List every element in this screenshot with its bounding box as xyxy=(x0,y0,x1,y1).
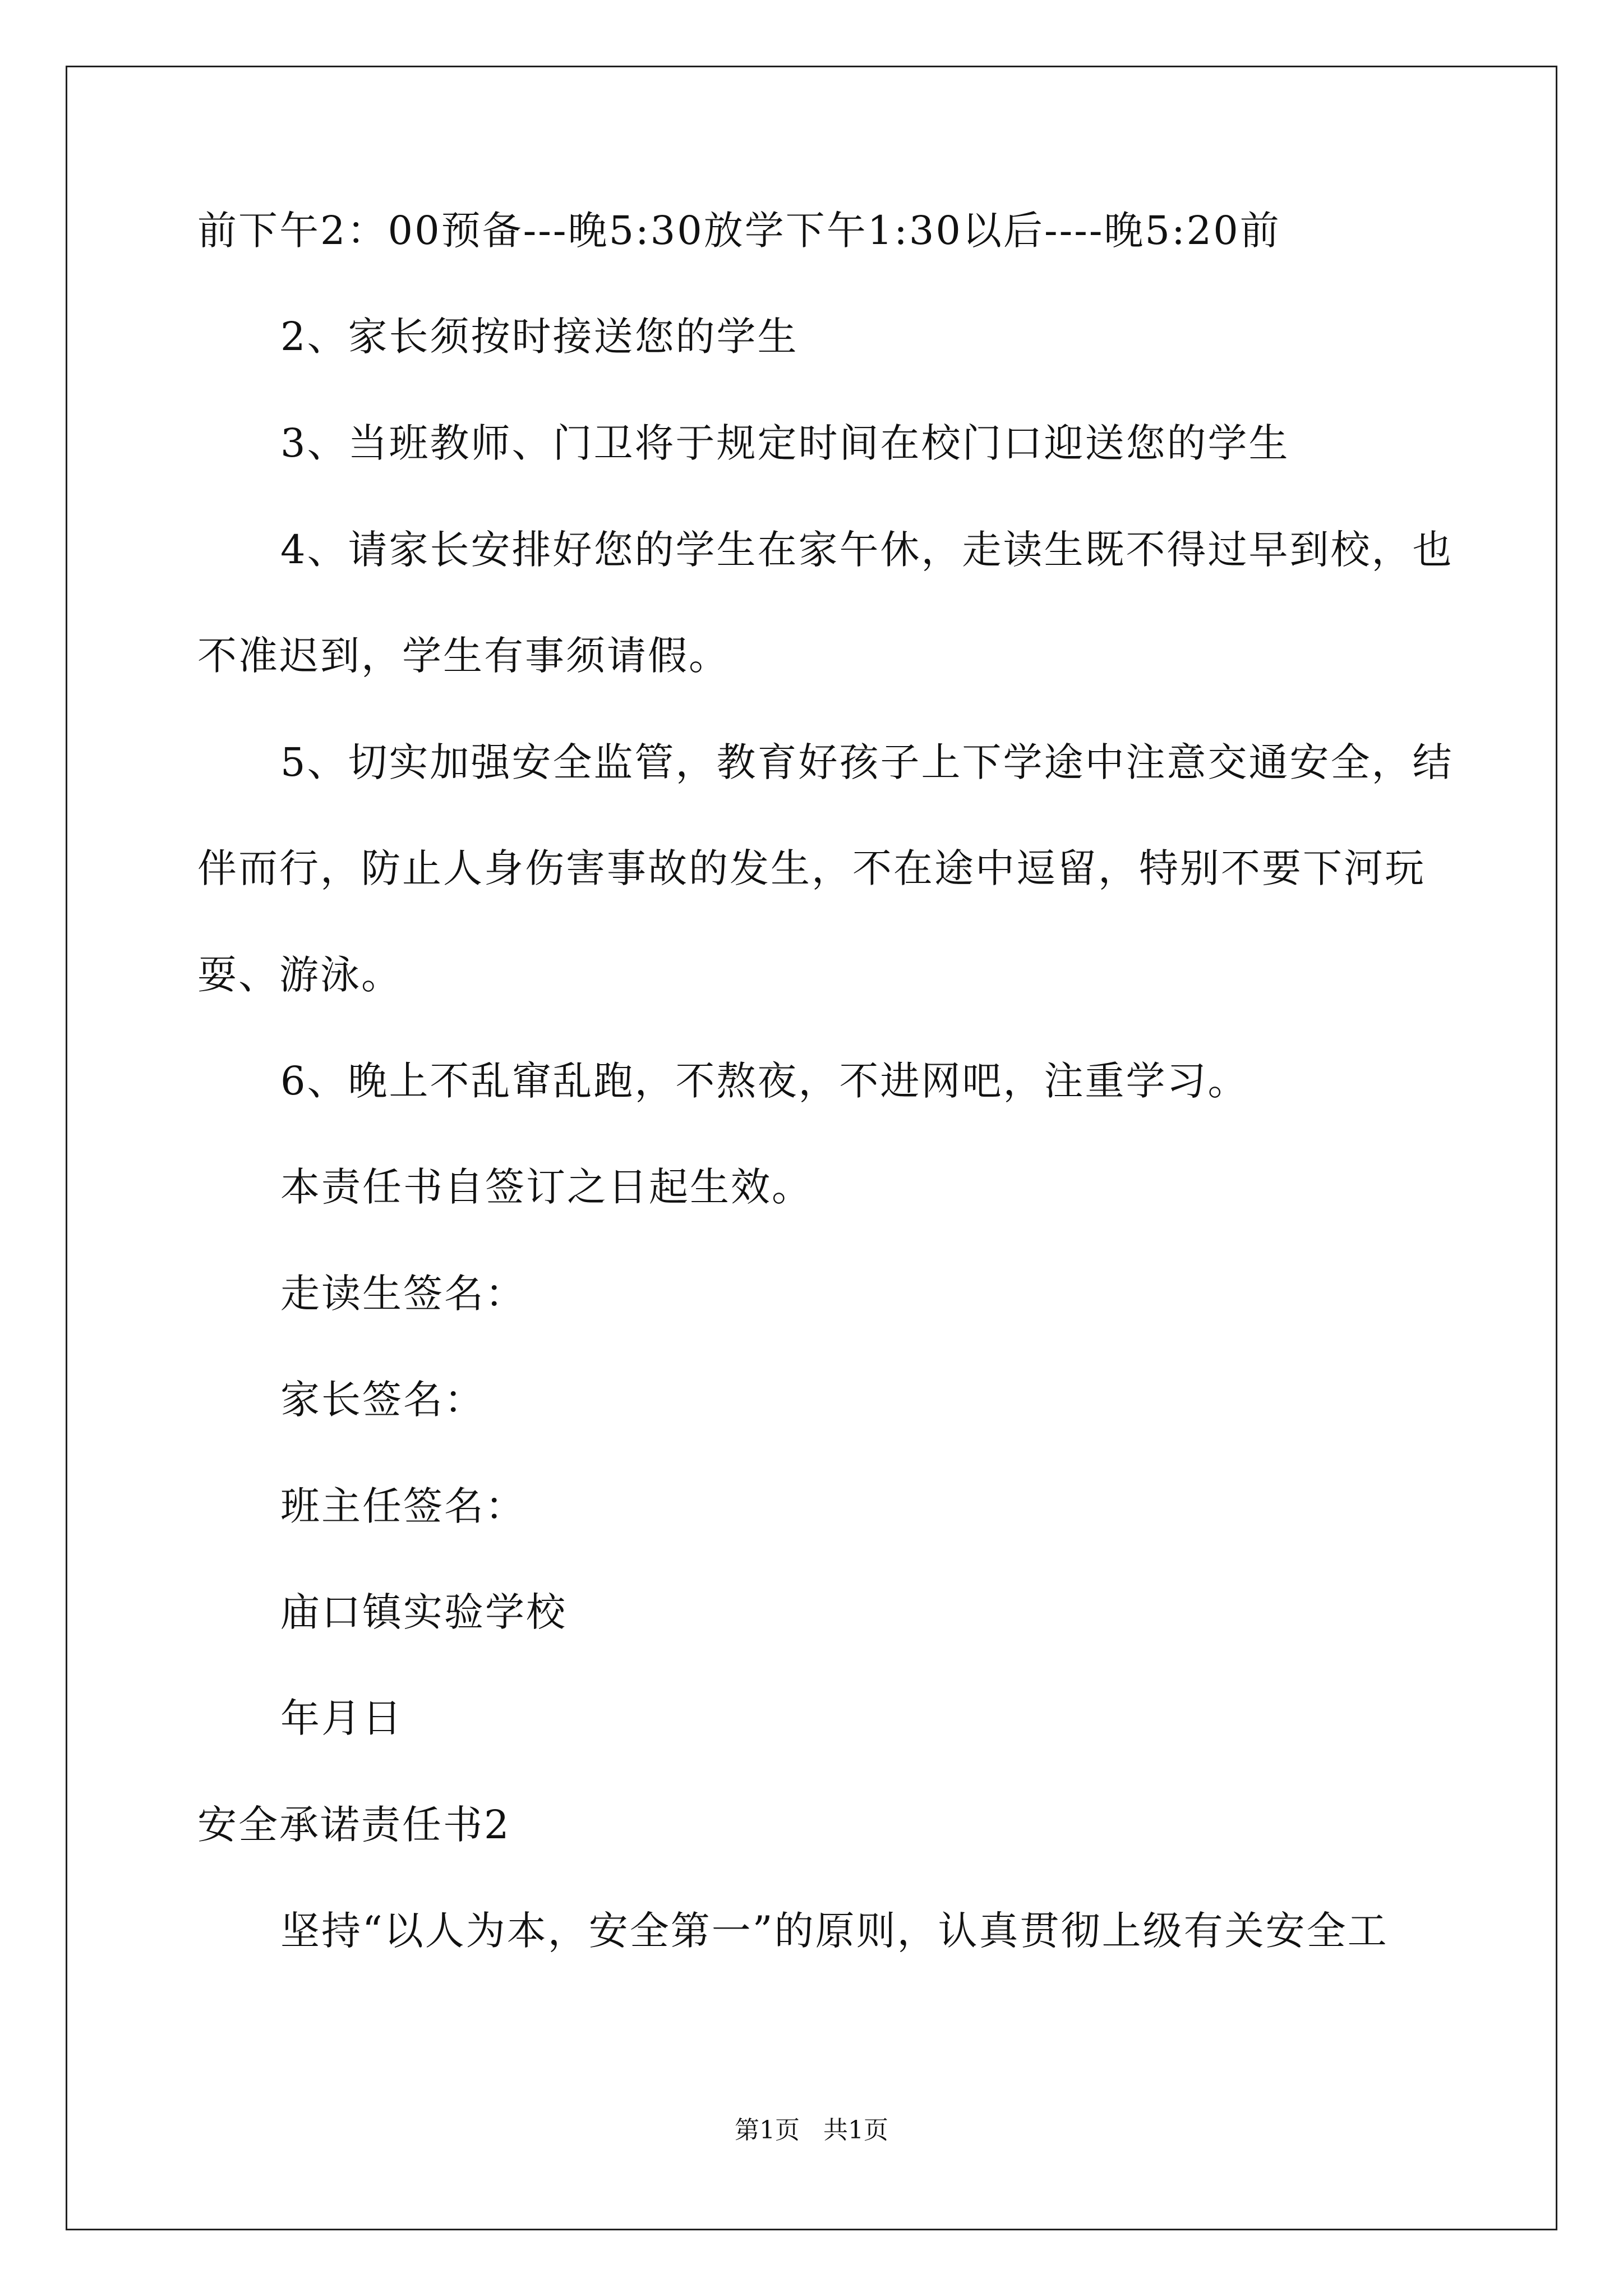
text-line-principle: 坚持“以人为本，安全第一”的原则，认真贯彻上级有关安全工 xyxy=(280,1908,1389,1954)
text-line-item-3: 3、当班教师、门卫将于规定时间在校门口迎送您的学生 xyxy=(280,420,1290,466)
section-heading: 安全承诺责任书2 xyxy=(197,1802,511,1848)
text-line-effective: 本责任书自签订之日起生效。 xyxy=(280,1164,813,1210)
text-line-schedule: 前下午2：00预备---晚5:30放学下午1:30以后----晚5:20前 xyxy=(197,208,1281,254)
school-name: 庙口镇实验学校 xyxy=(280,1589,567,1635)
text-line-item-6: 6、晚上不乱窜乱跑，不熬夜，不进网吧，注重学习。 xyxy=(280,1058,1249,1104)
text-line-item-5-cont: 伴而行，防止人身伤害事故的发生，不在途中逗留，特别不要下河玩 xyxy=(197,845,1426,891)
text-line-item-5: 5、切实加强安全监管，教育好孩子上下学途中注意交通安全，结 xyxy=(280,739,1454,785)
student-signature-label: 走读生签名： xyxy=(280,1271,526,1317)
text-line-item-5-end: 耍、游泳。 xyxy=(197,952,402,998)
teacher-signature-label: 班主任签名： xyxy=(280,1483,526,1529)
text-line-item-4-cont: 不准迟到，学生有事须请假。 xyxy=(197,633,730,679)
page-footer: 第1页 共1页 xyxy=(735,2116,888,2145)
text-line-item-4: 4、请家长安排好您的学生在家午休，走读生既不得过早到校，也 xyxy=(280,527,1454,573)
text-line-item-2: 2、家长须按时接送您的学生 xyxy=(280,314,799,360)
date-line: 年月日 xyxy=(280,1695,403,1741)
parent-signature-label: 家长签名： xyxy=(280,1377,485,1423)
